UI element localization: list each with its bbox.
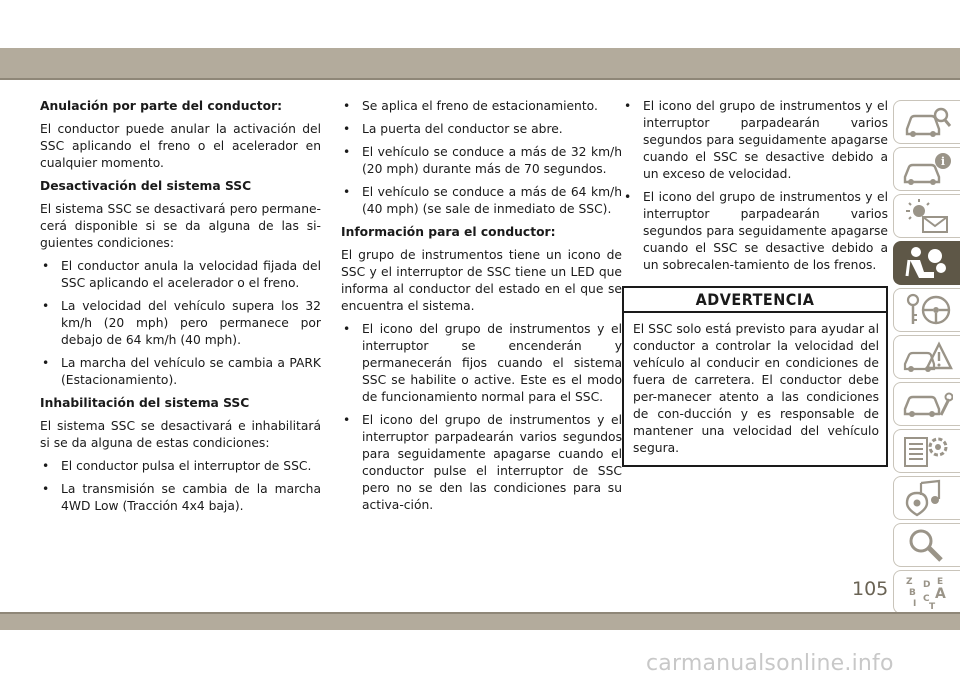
footer-band	[0, 614, 960, 630]
heading-driver-override: Anulación por parte del conductor:	[40, 99, 283, 113]
music-location-icon	[901, 479, 953, 517]
tab-servicing[interactable]	[893, 382, 960, 426]
tab-starting-operating[interactable]	[893, 288, 960, 332]
tab-technical-specs[interactable]	[893, 429, 960, 473]
header-band	[0, 48, 960, 78]
tab-index[interactable]	[893, 570, 960, 614]
key-steering-wheel-icon	[901, 291, 953, 329]
bullet-list	[622, 98, 888, 274]
header-rule	[0, 78, 960, 80]
list-item: • El conductor anula la velocidad fijada del SSC aplicando el acelerador o el freno.	[40, 258, 321, 292]
list-item: • El vehículo se conduce a más de 32 km/h (20 mph) durante más de 70 segundos.	[341, 144, 622, 178]
svg-text:Z: Z	[906, 577, 913, 587]
svg-text:A: A	[935, 586, 946, 602]
tab-vehicle-overview[interactable]	[893, 100, 960, 144]
warning-box	[622, 286, 888, 467]
list-item: • El icono del grupo de instrumentos y el interruptor parpadearán varios segundos para seguidamente apagarse cuando el SSC se desactive debido a un exceso de velocidad.	[622, 98, 888, 183]
magnifier-icon	[901, 526, 953, 564]
bullet-list	[341, 321, 622, 514]
tab-emergency[interactable]	[893, 335, 960, 379]
column-right	[622, 98, 888, 467]
list-item: • La puerta del conductor se abre.	[341, 121, 622, 138]
bullet-list	[40, 458, 321, 515]
svg-text:B: B	[909, 588, 916, 598]
lights-envelope-icon	[901, 197, 953, 235]
bullet-list	[341, 98, 622, 218]
paragraph: El conductor puede anular la activación del SSC aplicando el freno o el acelerador en cualquier momento.	[40, 122, 321, 170]
paragraph: El sistema SSC se desactivará e inhabilitará si se da alguna de estas condiciones:	[40, 419, 321, 450]
bullet-list	[40, 258, 321, 389]
list-item: • La transmisión se cambia de la marcha 4WD Low (Tracción 4x4 baja).	[40, 481, 321, 515]
svg-text:D: D	[923, 580, 931, 590]
car-magnifier-icon	[901, 103, 953, 141]
paragraph: El sistema SSC se desactivará pero permane-cerá disponible si se da alguna de las si-guientes condiciones:	[40, 202, 321, 250]
car-info-icon	[901, 150, 953, 188]
alphabet-index-icon	[901, 573, 953, 611]
list-item: • El icono del grupo de instrumentos y el interruptor parpadearán varios segundos para seguidamente apagarse cuando el conductor pulse el interruptor de SSC pero no se den las condiciones para su activa-ción.	[341, 412, 622, 514]
svg-text:C: C	[923, 594, 930, 604]
list-item: • Se aplica el freno de estacionamiento.	[341, 98, 622, 115]
list-item: • El icono del grupo de instrumentos y el interruptor parpadearán varios segundos para seguidamente apagarse cuando el SSC se desactive debido a un sobrecalen-tamiento de los frenos.	[622, 189, 888, 274]
paragraph: El grupo de instrumentos tiene un icono de SSC y el interruptor de SSC tiene un LED que informa al conductor del estado en el que se encuentra el sistema.	[341, 248, 622, 313]
tab-car-info[interactable]	[893, 147, 960, 191]
svg-text:T: T	[929, 602, 936, 611]
heading-driver-info: Información para el conductor:	[341, 225, 556, 239]
heading-ssc-disable: Inhabilitación del sistema SSC	[40, 396, 250, 410]
tab-lights-messages[interactable]	[893, 194, 960, 238]
list-item: • La velocidad del vehículo supera los 32 km/h (20 mph) pero permanece por debajo de 64 km/h (40 mph).	[40, 298, 321, 349]
list-item: • El icono del grupo de instrumentos y el interruptor se encenderán y permanecerán fijos cuando el sistema SSC se habilite o active. Este es el modo de funcionamiento normal para el SSC.	[341, 321, 622, 406]
car-wrench-icon	[901, 385, 953, 423]
list-item: • La marcha del vehículo se cambia a PARK (Estacionamiento).	[40, 355, 321, 389]
chapter-tabs	[893, 100, 960, 617]
column-left	[40, 98, 321, 521]
list-gear-icon	[901, 432, 953, 470]
tab-customer-assistance[interactable]	[893, 523, 960, 567]
airbag-seat-icon	[901, 244, 953, 282]
column-middle	[341, 98, 622, 520]
warning-title: ADVERTENCIA	[624, 288, 886, 313]
page-number: 105	[852, 578, 889, 600]
warning-text: El SSC solo está previsto para ayudar al conductor a controlar la velocidad del vehículo al conducir en condiciones de fuera de carretera. El conductor debe per-manecer atento a las condiciones de con-ducción y es responsable de mantener una velocidad del vehículo segura.	[633, 322, 879, 455]
svg-text:i: i	[940, 155, 946, 168]
car-warning-triangle-icon	[901, 338, 953, 376]
heading-ssc-deactivation: Desactivación del sistema SSC	[40, 179, 252, 193]
svg-text:E: E	[937, 577, 944, 587]
watermark: carmanualsonline.info	[646, 651, 894, 676]
tab-safety[interactable]	[893, 241, 960, 285]
list-item: • El conductor pulsa el interruptor de SSC.	[40, 458, 321, 475]
tab-multimedia[interactable]	[893, 476, 960, 520]
svg-text:I: I	[913, 599, 917, 609]
list-item: • El vehículo se conduce a más de 64 km/h (40 mph) (se sale de inmediato de SSC).	[341, 184, 622, 218]
